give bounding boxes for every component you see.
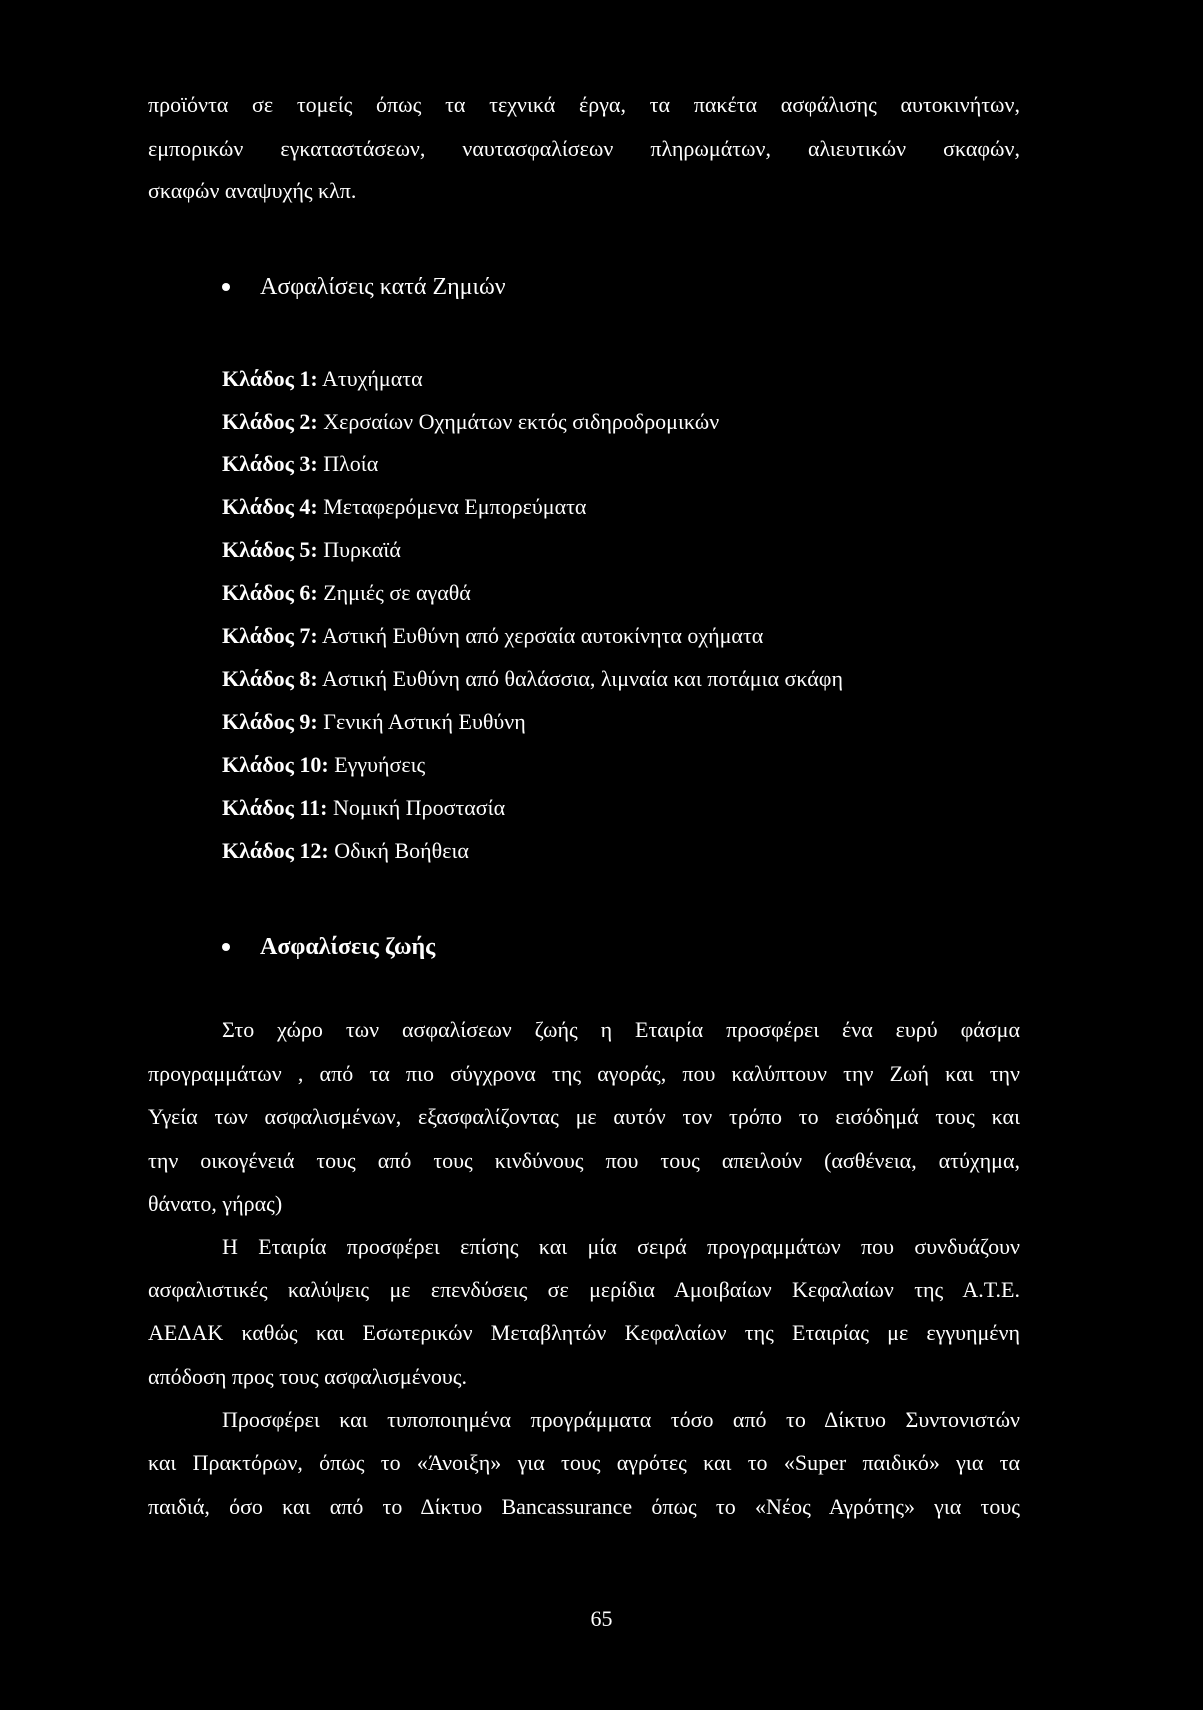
life-paragraph3-line: Προσφέρει και τυποποιημένα προγράμματα τόσο από το Δίκτυο Συντονιστών [222, 1407, 1020, 1432]
branch-text: Αστική Ευθύνη από χερσαία αυτοκίνητα οχήματα [317, 623, 764, 648]
bullet-icon [222, 283, 230, 291]
branch-text: Αστική Ευθύνη από θαλάσσια, λιμναία και ποτάμια σκάφη [317, 666, 843, 691]
branch-text: Χερσαίων Οχημάτων εκτός σιδηροδρομικών [317, 409, 720, 434]
branch-item [222, 709, 526, 735]
branch-item [222, 795, 505, 821]
branch-text: Ζημιές σε αγαθά [317, 580, 471, 605]
branch-item [222, 366, 423, 392]
branch-label: Κλάδος 3: [222, 451, 318, 476]
branch-text: Οδική Βοήθεια [328, 838, 469, 863]
life-paragraph1-line: Υγεία των ασφαλισμένων, εξασφαλίζοντας με αυτόν τον τρόπο το εισόδημά τους και [148, 1104, 1020, 1129]
branch-text: Νομική Προστασία [327, 795, 506, 820]
page-number: 65 [590, 1606, 613, 1631]
branch-item [222, 494, 586, 520]
branch-label: Κλάδος 11: [222, 795, 328, 820]
branch-label: Κλάδος 10: [222, 752, 329, 777]
life-paragraph2-line: ΑΕΔΑΚ καθώς και Εσωτερικών Μεταβλητών Κεφαλαίων της Εταιρίας με εγγυημένη [148, 1320, 1020, 1345]
life-paragraph2-line: Η Εταιρία προσφέρει επίσης και μία σειρά προγραμμάτων που συνδυάζουν [222, 1234, 1020, 1259]
branch-text: Γενική Αστική Ευθύνη [317, 709, 526, 734]
branch-item [222, 623, 763, 649]
branch-item [222, 752, 425, 778]
branch-item [222, 580, 471, 606]
intro-line-2: εμπορικών εγκαταστάσεων, ναυτασφαλίσεων πληρωμάτων, αλιευτικών σκαφών, [148, 136, 1020, 161]
branch-item [222, 451, 378, 477]
branch-text: Μεταφερόμενα Εμπορεύματα [317, 494, 587, 519]
life-paragraph3-line: και Πρακτόρων, όπως το «Άνοιξη» για τους αγρότες και το «Super παιδικό» για τα [148, 1450, 1020, 1475]
section-heading-damage: Ασφαλίσεις κατά Ζημιών [260, 274, 506, 300]
branch-label: Κλάδος 6: [222, 580, 318, 605]
branch-label: Κλάδος 1: [222, 366, 318, 391]
branch-label: Κλάδος 8: [222, 666, 318, 691]
branch-item [222, 838, 469, 864]
branch-item [222, 537, 401, 563]
branch-label: Κλάδος 12: [222, 838, 329, 863]
life-paragraph1-line: την οικογένειά τους από τους κινδύνους που τους απειλούν (ασθένεια, ατύχημα, [148, 1148, 1020, 1173]
life-paragraph2-line: ασφαλιστικές καλύψεις με επενδύσεις σε μερίδια Αμοιβαίων Κεφαλαίων της Α.Τ.Ε. [148, 1277, 1020, 1302]
intro-line-1: προϊόντα σε τομείς όπως τα τεχνικά έργα, τα πακέτα ασφάλισης αυτοκινήτων, [148, 92, 1020, 117]
branch-label: Κλάδος 5: [222, 537, 318, 562]
bullet-icon [222, 943, 230, 951]
branch-label: Κλάδος 9: [222, 709, 318, 734]
branch-label: Κλάδος 4: [222, 494, 318, 519]
branch-label: Κλάδος 7: [222, 623, 318, 648]
branch-text: Ατυχήματα [317, 366, 423, 391]
life-paragraph1-line: προγραμμάτων , από τα πιο σύγχρονα της αγοράς, που καλύπτουν την Ζωή και την [148, 1061, 1020, 1086]
intro-line-3: σκαφών αναψυχής κλπ. [148, 178, 357, 203]
branch-item [222, 409, 719, 435]
branch-item [222, 666, 843, 692]
section-heading-life: Ασφαλίσεις ζωής [260, 934, 436, 960]
life-paragraph2-line: απόδοση προς τους ασφαλισμένους. [148, 1364, 467, 1389]
life-paragraph3-line: παιδιά, όσο και από το Δίκτυο Bancassurance όπως το «Νέος Αγρότης» για τους [148, 1494, 1020, 1519]
branch-text: Εγγυήσεις [328, 752, 426, 777]
branch-text: Πλοία [317, 451, 379, 476]
life-paragraph1-line: Στο χώρο των ασφαλίσεων ζωής η Εταιρία προσφέρει ένα ευρύ φάσμα [222, 1017, 1020, 1042]
life-paragraph1-line: θάνατο, γήρας) [148, 1191, 283, 1216]
branch-text: Πυρκαϊά [317, 537, 401, 562]
branch-label: Κλάδος 2: [222, 409, 318, 434]
